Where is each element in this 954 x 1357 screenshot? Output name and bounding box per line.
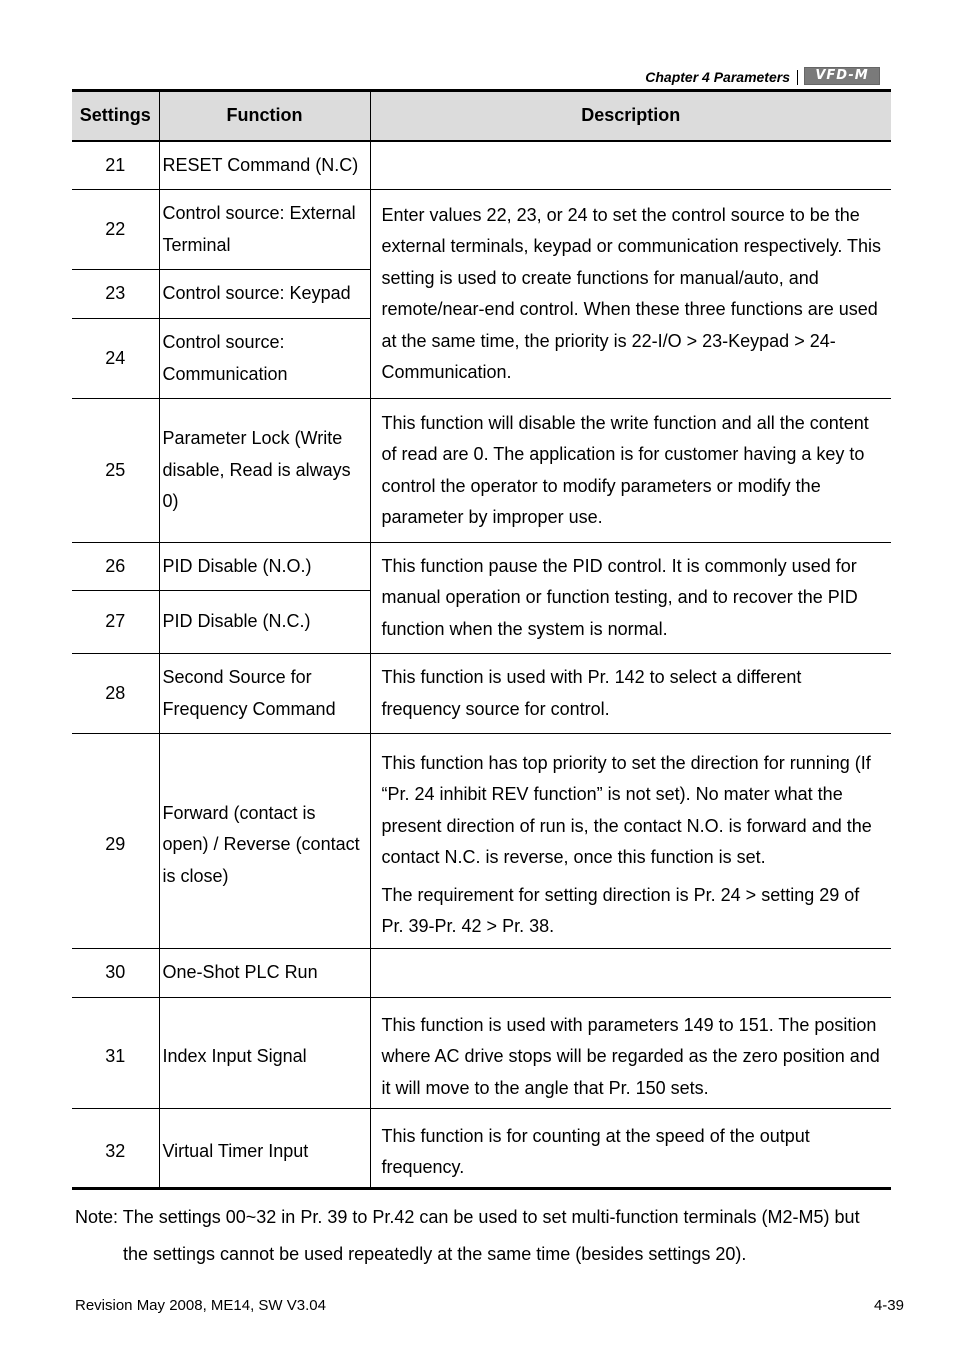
description-cell: This function pause the PID control. It is commonly used for manual operation or function testing, and to recover the PID function when the system is normal. xyxy=(370,543,891,654)
column-header-description: Description xyxy=(370,91,891,141)
description-cell xyxy=(370,734,891,949)
column-header-function: Function xyxy=(159,91,370,141)
function-cell: Parameter Lock (Write disable, Read is always 0) xyxy=(159,399,370,543)
setting-cell: 27 xyxy=(72,591,159,654)
description-paragraph: This function has top priority to set the direction for running (If “Pr. 24 inhibit REV function” is not set). No mater what the present direction of run is, the contact N.O. is forward and the contact N.C. is reverse, once this function is set. xyxy=(381,752,872,867)
function-cell: Index Input Signal xyxy=(159,998,370,1109)
table-header-row xyxy=(72,91,891,141)
parameter-settings-table xyxy=(72,89,891,1190)
note-line-1: Note: The settings 00~32 in Pr. 39 to Pr.42 can be used to set multi-function terminals (M2-M5) but xyxy=(75,1207,860,1227)
description-cell: This function is for counting at the speed of the output frequency. xyxy=(370,1109,891,1189)
function-cell: Second Source for Frequency Command xyxy=(159,654,370,734)
function-cell: One-Shot PLC Run xyxy=(159,949,370,998)
setting-cell: 28 xyxy=(72,654,159,734)
column-header-settings: Settings xyxy=(72,91,159,141)
page-number: 4-39 xyxy=(873,1297,904,1314)
setting-cell: 30 xyxy=(72,949,159,998)
function-cell: Control source: Communication xyxy=(159,319,370,399)
function-cell: Virtual Timer Input xyxy=(159,1109,370,1189)
vfd-m-logo xyxy=(804,67,880,85)
description-cell xyxy=(370,949,891,998)
setting-cell: 22 xyxy=(72,190,159,270)
setting-cell: 23 xyxy=(72,270,159,319)
description-cell: This function is used with parameters 149 to 151. The position where AC drive stops will be regarded as the zero position and it will move to the angle that Pr. 150 sets. xyxy=(370,998,891,1109)
description-cell: This function will disable the write function and all the content of read are 0. The application is for customer having a key to control the operator to modify parameters or modify the parameter by improper use. xyxy=(370,399,891,543)
setting-cell: 32 xyxy=(72,1109,159,1189)
setting-cell: 24 xyxy=(72,319,159,399)
footnote xyxy=(75,1199,915,1273)
table-row xyxy=(72,543,891,591)
table-row xyxy=(72,734,891,949)
table-row xyxy=(72,949,891,998)
note-line-2: the settings cannot be used repeatedly at the same time (besides settings 20). xyxy=(123,1244,747,1264)
setting-cell: 21 xyxy=(72,141,159,190)
table-row xyxy=(72,1109,891,1189)
setting-cell: 25 xyxy=(72,399,159,543)
setting-cell: 31 xyxy=(72,998,159,1109)
function-cell: Control source: Keypad xyxy=(159,270,370,319)
revision-text: Revision May 2008, ME14, SW V3.04 xyxy=(75,1297,326,1314)
function-cell: PID Disable (N.C.) xyxy=(159,591,370,654)
setting-cell: 26 xyxy=(72,543,159,591)
header-divider xyxy=(797,70,798,85)
function-cell: Control source: External Terminal xyxy=(159,190,370,270)
table-row xyxy=(72,190,891,270)
description-paragraph: The requirement for setting direction is Pr. 24 > setting 29 of Pr. 39-Pr. 42 > Pr. 38. xyxy=(381,884,860,936)
table-row xyxy=(72,399,891,543)
chapter-title: Chapter 4 Parameters xyxy=(645,69,790,85)
description-cell: This function is used with Pr. 142 to select a different frequency source for control. xyxy=(370,654,891,734)
description-cell xyxy=(370,141,891,190)
table-row xyxy=(72,998,891,1109)
description-cell: Enter values 22, 23, or 24 to set the control source to be the external terminals, keypad or communication respectively. This setting is used to create functions for manual/auto, and remote/near-end control. When these three functions are used at the same time, the priority is 22-I/O > 23-Keypad > 24-Communication. xyxy=(370,190,891,399)
function-cell: PID Disable (N.O.) xyxy=(159,543,370,591)
table-row xyxy=(72,141,891,190)
function-cell: Forward (contact is open) / Reverse (contact is close) xyxy=(159,734,370,949)
logo-text: VFD-M xyxy=(815,68,869,83)
setting-cell: 29 xyxy=(72,734,159,949)
function-cell: RESET Command (N.C) xyxy=(159,141,370,190)
table-row xyxy=(72,654,891,734)
